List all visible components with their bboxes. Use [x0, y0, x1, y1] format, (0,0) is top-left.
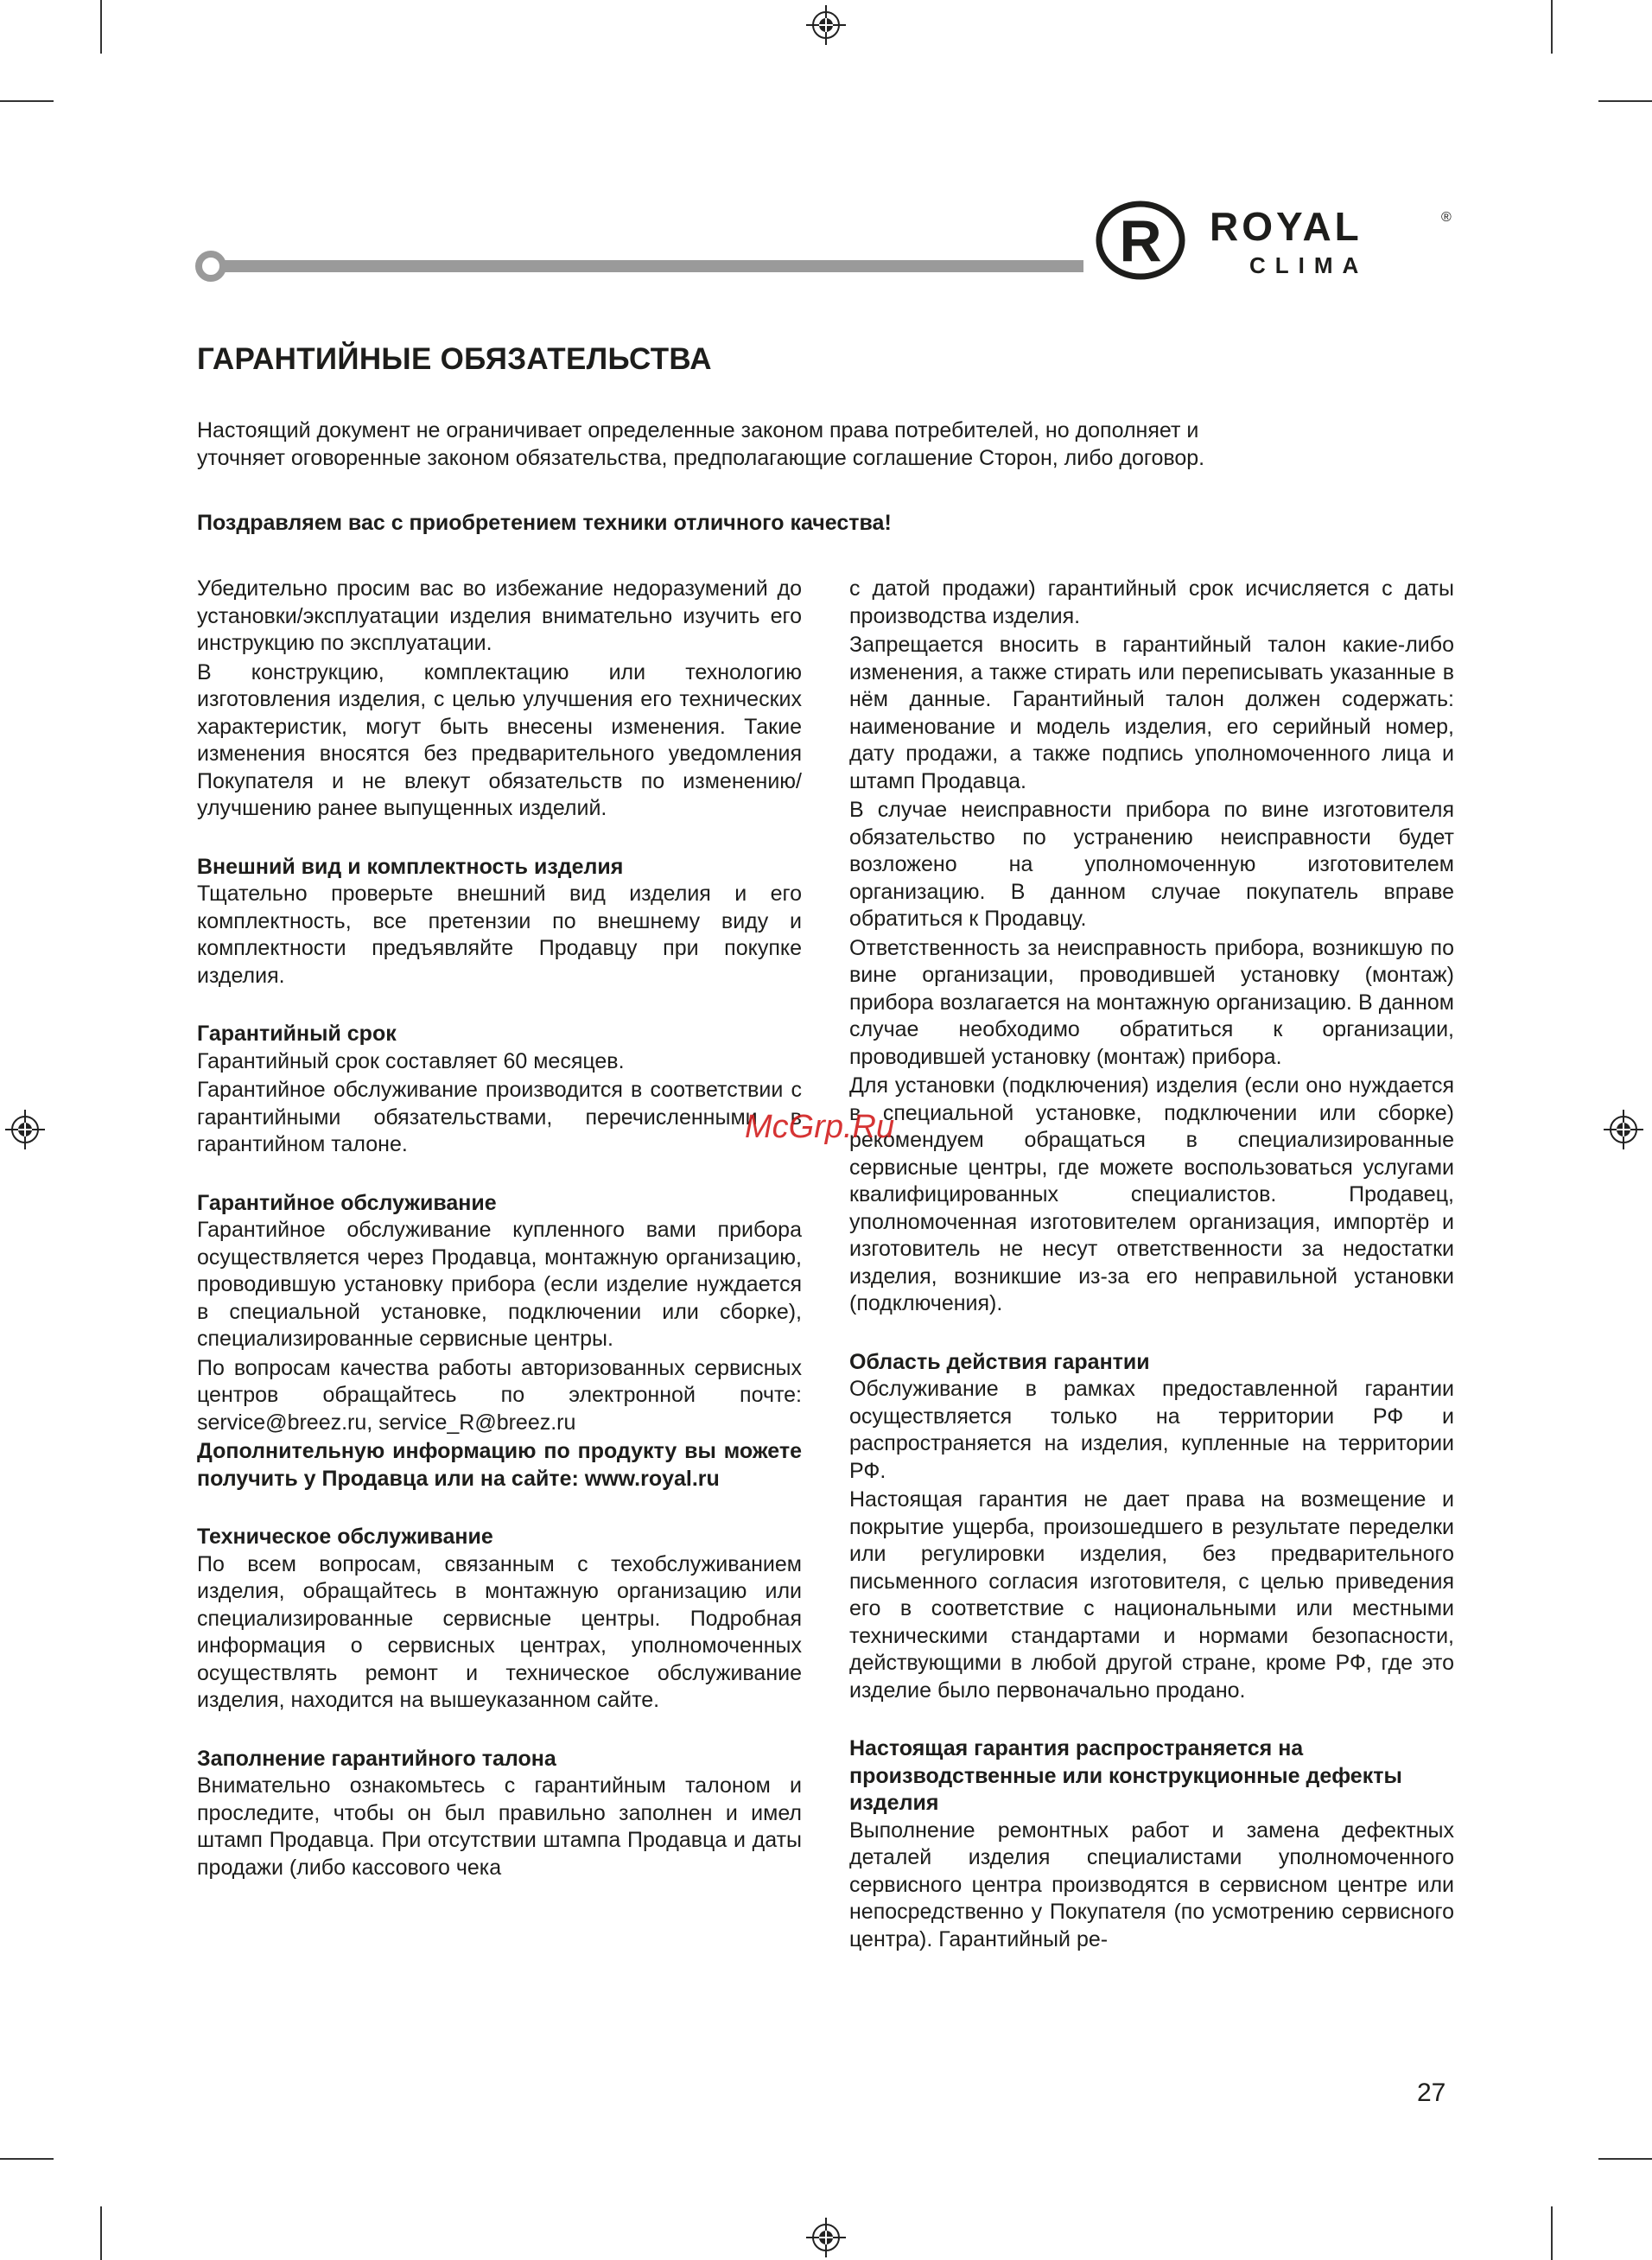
paragraph: Ответственность за неисправность прибора, возникшую по вине организации, проводившей установку (монтаж) прибора возлагается на монтажную организацию. В данном случае необходимо обратиться к организации, проводившей установку (монтаж) прибора. [849, 935, 1454, 1069]
crop-mark [1551, 2206, 1553, 2260]
crop-mark [1598, 2158, 1652, 2160]
paragraph: Запрещается вносить в гарантийный талон какие-либо изменения, а также стирать или переписывать указанные в нём данные. Гарантийный талон должен содержать: наименование и модель изделия, его серийный номер, дату продажи, а также подпись уполномоченного лица и штамп Продавца. [849, 633, 1454, 793]
section-heading: Техническое обслуживание [197, 1525, 493, 1549]
paragraph: В конструкцию, комплектацию или технологию изготовления изделия, с целью улучшения его технических характеристик, могут быть внесены изменения. Такие изменения вносятся без предварительного уведомления Покупателя и не влекут обязательств по изменению/улучшению ранее выпущенных изделий. [197, 659, 802, 820]
paragraph: Гарантийное обслуживание производится в соответствии с гарантийными обязательствами, перечисленными в гарантийном талоне. [197, 1078, 802, 1156]
intro-paragraph: Настоящий документ не ограничивает определенные законом права потребителей, но дополняет и уточняет оговоренные законом обязательства, предполагающие соглашение Сторон, либо договор. [197, 418, 1205, 470]
paragraph: Гарантийное обслуживание купленного вами прибора осуществляется через Продавца, монтажную организацию, проводившую установку прибора (если изделие нуждается в специальной установке, подключении или сборке), специализированные сервисные центры. [197, 1218, 802, 1351]
registration-mark-icon [1604, 1110, 1643, 1149]
paragraph: Тщательно проверьте внешний вид изделия и его комплектность, все претензии по внешнему виду и комплектности предъявляйте Продавцу при покупке изделия. [197, 882, 802, 988]
brand-subname: CLIMA [1249, 252, 1369, 278]
paragraph: Обслуживание в рамках предоставленной гарантии осуществляется только на территории РФ и распространяется на изделия, купленные на территории РФ. [849, 1377, 1454, 1483]
paragraph: В случае неисправности прибора по вине изготовителя обязательство по устранению неисправности будет возложено на уполномоченную изготовителем организацию. В данном случае покупатель вправе обратиться к Продавцу. [849, 798, 1454, 931]
crop-mark [0, 2158, 54, 2160]
paragraph: с датой продажи) гарантийный срок исчисляется с даты производства изделия. [849, 576, 1454, 628]
paragraph: По всем вопросам, связанным с техобслуживанием изделия, обращайтесь в монтажную организацию или специализированные сервисные центры. Подробная информация о сервисных центрах, уполномоченных осуществлять ремонт и техническое обслуживание изделия, находится на вышеуказанном сайте. [197, 1551, 802, 1712]
congrats-line: Поздравляем вас с приобретением техники отличного качества! [197, 511, 892, 535]
brand-logo [1096, 197, 1458, 283]
right-column [849, 576, 1454, 1955]
logo-letter: R [1119, 208, 1162, 274]
page-title: ГАРАНТИЙНЫЕ ОБЯЗАТЕЛЬСТВА [197, 342, 712, 376]
brand-name: ROYAL [1210, 204, 1363, 249]
section-heading: Гарантийный срок [197, 1022, 397, 1046]
section-heading: Заполнение гарантийного талона [197, 1746, 556, 1771]
paragraph: Настоящая гарантия не дает права на возмещение и покрытие ущерба, произошедшего в результате переделки или регулировки изделия, без предварительного письменного согласия изготовителя, с целью приведения его в соответствие с национальными или местными техническими стандартами и нормами безопасности, действующими в любой другой стране, кроме РФ, где это изделие было первоначально продано. [849, 1487, 1454, 1703]
header-bar [197, 260, 1083, 272]
paragraph: Дополнительную информацию по продукту вы можете получить у Продавца или на сайте: www.royal.ru [197, 1439, 802, 1491]
registration-mark-icon [806, 2218, 846, 2257]
watermark: McGrp.Ru [745, 1109, 895, 1145]
royal-clima-logo [1096, 197, 1458, 283]
section-heading: Настоящая гарантия распространяется на производственные или конструкционные дефекты изделия [849, 1736, 1402, 1815]
crop-mark [100, 0, 102, 54]
left-column [197, 576, 802, 1883]
paragraph: Внимательно ознакомьтесь с гарантийным талоном и проследите, чтобы он был правильно заполнен и имел штамп Продавца. При отсутствии штампа Продавца и даты продажи (либо кассового чека [197, 1773, 802, 1880]
crop-mark [100, 2206, 102, 2260]
crop-mark [0, 100, 54, 102]
section-heading: Область действия гарантии [849, 1349, 1150, 1374]
page-number: 27 [1417, 2079, 1446, 2107]
header-ring [195, 251, 226, 282]
paragraph: Гарантийный срок составляет 60 месяцев. [197, 1048, 625, 1073]
crop-mark [1551, 0, 1553, 54]
section-heading: Гарантийное обслуживание [197, 1190, 497, 1215]
section-heading: Внешний вид и комплектность изделия [197, 854, 624, 879]
paragraph: Выполнение ремонтных работ и замена дефектных деталей изделия специалистами уполномоченного сервисного центра производятся в сервисном центре или непосредственно у Покупателя (по усмотрению сервисного центра). Гарантийный ре- [849, 1818, 1454, 1951]
paragraph: Убедительно просим вас во избежание недоразумений до установки/эксплуатации изделия внимательно изучить его инструкцию по эксплуатации. [197, 576, 802, 655]
paragraph: Для установки (подключения) изделия (если оно нуждается в специальной установке, подключении или сборке) рекомендуем обращаться в специализированные сервисные центры, где можете воспользоваться услугами квалифицированных специалистов. Продавец, уполномоченная изготовителем организация, импортёр и изготовитель не несут ответственности за недостатки изделия, возникшие из-за его неправильной установки (подключения). [849, 1073, 1454, 1315]
registration-mark-icon [806, 5, 846, 45]
paragraph: По вопросам качества работы авторизованных сервисных центров обращайтесь по электронной почте: service@breez.ru, service_R@breez.ru [197, 1355, 802, 1435]
registration-mark-icon [5, 1110, 45, 1149]
registered-mark: ® [1441, 210, 1452, 225]
crop-mark [1598, 100, 1652, 102]
